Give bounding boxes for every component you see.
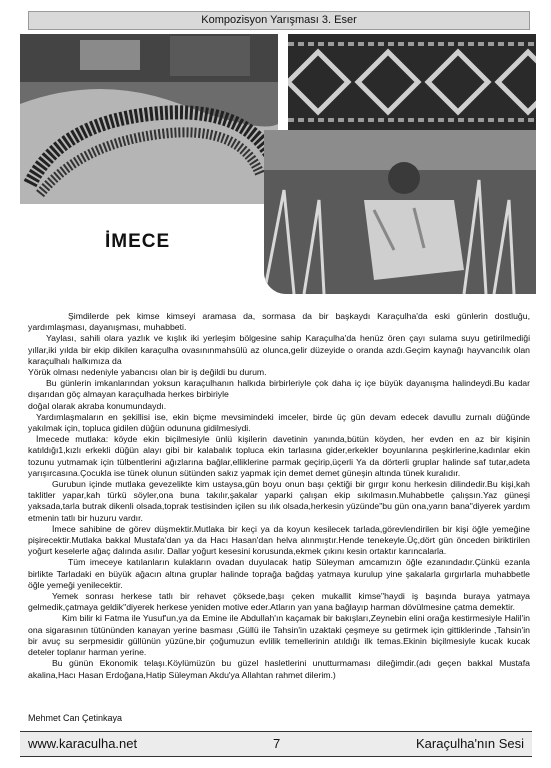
paragraph: İmece sahibine de görev düşmektir.Mutlaka bir keçi ya da koyun kesilecek tarlada,görevlendirilen bir kişi öğle yemeğine pişirecektir.Mutlaka bakkal Mustafa'dan ya da Hacı Hasan'dan helva alınmıştır.Hende tenekeyle.Üç,dört gün önceden biriktirilen yoğurt keselerle ağaç dalında asılır. Dallar yoğurt kesesini korusunda,ekmek çıkını kesin ortaktır karıncalarla. [28,523,530,557]
paragraph: Yörük olması nedeniyle yabancısı olan bir iş değildi bu durum. [28,367,267,378]
author-name: Mehmet Can Çetinkaya [28,713,123,723]
paragraph: Şimdilerde pek kimse kimseyi aramasa da, sormasa da bir başkaydı Karaçulha'da eski günlerin dostluğu, yardımlaşması, dayanışması, muhabbeti. [28,311,530,333]
paragraph: Yemek sonrası herkese tatlı bir rehavet çöksede,başı çeken mukallit kimse"haydi iş başında buraya yatmaya gelmedik,çatmaya geldik"diyerek herkese yeniden motive eder.Atların yan yana bağlayıp harman dövülmesine çatma demektir. [28,591,530,613]
paragraph: Yardımlaşmaların en şekillisi ise, ekin biçme mevsimindeki imceler, birde üç gün devam edecek davullu zurnalı düğünde yakılmak için, topluca gidilen düğün odununa gidilmesiydi. [28,411,530,434]
page-number: 7 [273,736,281,751]
harvest-photo [264,130,536,294]
publication-name: Karaçulha'nın Sesi [416,736,524,751]
page-header: Kompozisyon Yarışması 3. Eser [28,11,530,30]
paragraph: Bu günün Ekonomik telaşı.Köylümüzün bu güzel hasletlerini unutturmaması dileğimdir.(adı geçen bakkal Mustafa akalina,Hacı Hasan Erdoğana,Hatip Süleyman Akdu'ya Allahtan rahmet dilerim.) [28,658,530,680]
article-title: İMECE [105,231,171,252]
paragraph: Bu günlerin imkanlarından yoksun karaçulhanın halkıda birbirleriyle çok daha iç içe büyük dayanışma halindeydi.Bu kadar dışarıdan göç almayan karaçulhada herkes birbiriyle [28,378,530,400]
paragraph: Gurubun içinde mutlaka gevezelikte kim ustaysa,gün boyu onun başı çektiği bir gırgır konu herkesin dilindedir.Bu kişi,kah taklitler yapar,kah türkü söyler,ona buna takılır,şakalar yaparki çalışan ekip sıkılmasın.Muhabbetle çalışsın.Yaz güneşi yaksada,tarla butrak dikenli olsada,toprak testisinden içilen su ılık olsada,herkesin yüzünde"bu gün ona,yarın bana"diyerek yardım etmenin tatlı bir huzuru vardır. [28,479,530,523]
woven-kilim-photo [288,34,536,130]
paragraph: Yaylası, sahili olara yazlık ve kışlık iki yerleşim bölgesine sahip Karaçulha'da henüz ören çayı sulama suyu getirilmediği yıllar,iki yılda bir ekip dikilen karaçulha ovasınınmahsülü az olunca,gelir düzeyide o oranda azdı.Geçim kaynağı hayvancılık olan karaçulhalı halkımıza da [28,333,530,366]
page-footer [20,731,532,757]
crowd-photo [20,34,278,204]
paragraph: doğal olarak akraba konumundaydı. [28,400,167,411]
paragraph: Tüm imeceye katılanların kulakların ovadan duyulacak hatip Süleyman amcamızın öğle ezanındadır.Çünkü ezanla birlikte Tarladaki en büyük ağacın altına gruplar halinde toprağa bağdaş yatmaya kurulup yine şakalarla gırgırlarla muhabbetle öğle yemeği yenilecektir. [28,557,530,590]
paragraph: İmecede mutlaka: köyde ekin biçilmesiyle ünlü kişilerin davetinin yanında,bütün köyden, her evden en az bir kişinin katıldığı1,kızlı erkekli düğün alayı gibi bir kalabalık topluca ekin tarlasına gider,erkekler boyunlarına peşkirlerine,kadınlar ekin tozunu yutmamak için tülbentlerini ağızlarına bağlar,elliklerine parmak geçirip,üçerli Ya da dörterli gruplar halinde saf tutar,adeta yarışırcasına.Çocukla ise tünek olunun sütünden sakız yapmak için demet demet güneşin altında tünek kuralıdır. [28,434,530,478]
article-body [28,311,530,681]
paragraph: Kim bilir ki Fatma ile Yusuf'un,ya da Emine ile Abdullah'ın kaçamak bir bakışları,Zeynebin elini orağa kestirmesiyle Halil'in ona sigarasının tütününden kanayan yerine basması ,Güllü ile Tahsin'in uzaktaki çeşmeye su getirmek için gittiklerinde ,Tahsin'in bir avuç su serpmesidir güllünün yüzüne,bir çoğumuzun evlilik temellerinin atıldığı ilk temas.Ekinin biçilmesiyle kucak kucak deteler toplanır harman yerine. [28,613,530,658]
website-link[interactable]: www.karaculha.net [28,736,138,751]
